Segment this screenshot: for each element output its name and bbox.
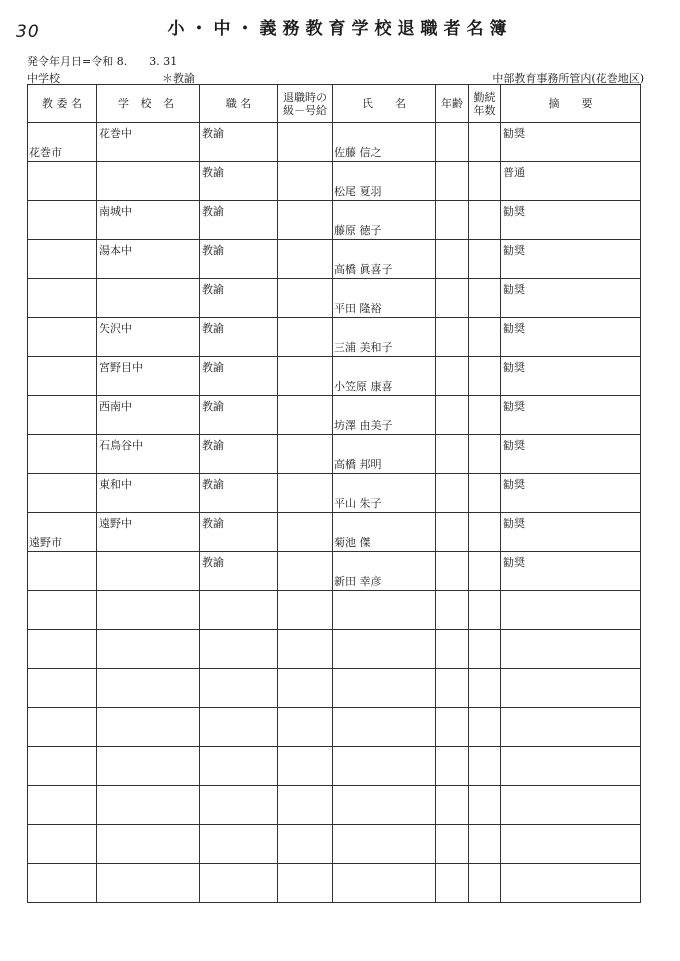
grade-cell bbox=[278, 318, 333, 357]
name-text: 松尾 夏羽 bbox=[334, 185, 382, 198]
school-cell bbox=[97, 318, 200, 357]
school-text bbox=[97, 747, 199, 749]
name-text: 藤原 徳子 bbox=[334, 224, 382, 237]
table-row bbox=[28, 786, 641, 825]
position-cell bbox=[200, 630, 278, 669]
age-cell bbox=[436, 669, 469, 708]
remarks-text bbox=[501, 825, 640, 827]
remarks-text bbox=[501, 708, 640, 710]
grade-cell bbox=[278, 279, 333, 318]
remarks-text bbox=[501, 747, 640, 749]
age-cell bbox=[436, 474, 469, 513]
remarks-cell bbox=[501, 201, 641, 240]
name-text: 平山 朱子 bbox=[334, 497, 382, 510]
board-cell bbox=[28, 318, 97, 357]
name-cell bbox=[333, 357, 436, 396]
header-years bbox=[469, 85, 501, 123]
years-cell bbox=[469, 708, 501, 747]
table-row bbox=[28, 708, 641, 747]
school-cell bbox=[97, 669, 200, 708]
school-cell bbox=[97, 786, 200, 825]
remarks-cell bbox=[501, 630, 641, 669]
name-cell bbox=[333, 396, 436, 435]
board-cell bbox=[28, 513, 97, 552]
name-cell bbox=[333, 669, 436, 708]
position-text: 教諭 bbox=[202, 166, 224, 179]
age-cell bbox=[436, 591, 469, 630]
remarks-cell bbox=[501, 786, 641, 825]
remarks-text: 勧奨 bbox=[503, 517, 525, 530]
position-cell bbox=[200, 123, 278, 162]
years-cell bbox=[469, 786, 501, 825]
board-cell bbox=[28, 123, 97, 162]
name-text: 坊澤 由美子 bbox=[334, 419, 393, 432]
grade-cell bbox=[278, 201, 333, 240]
name-cell bbox=[333, 630, 436, 669]
school-text bbox=[97, 708, 199, 710]
table-row bbox=[28, 513, 641, 552]
remarks-cell bbox=[501, 123, 641, 162]
years-cell bbox=[469, 552, 501, 591]
years-cell bbox=[469, 357, 501, 396]
school-text bbox=[97, 552, 199, 554]
position-cell bbox=[200, 864, 278, 903]
table-header-row bbox=[28, 85, 641, 123]
name-cell bbox=[333, 279, 436, 318]
school-cell bbox=[97, 708, 200, 747]
board-cell bbox=[28, 279, 97, 318]
remarks-text: 勧奨 bbox=[503, 322, 525, 335]
school-cell bbox=[97, 357, 200, 396]
board-cell bbox=[28, 864, 97, 903]
name-cell bbox=[333, 552, 436, 591]
name-cell bbox=[333, 864, 436, 903]
position-text bbox=[200, 630, 277, 632]
remarks-cell bbox=[501, 552, 641, 591]
remarks-cell bbox=[501, 162, 641, 201]
header-position: 職 名 bbox=[200, 85, 278, 123]
position-text: 教諭 bbox=[202, 244, 224, 257]
position-cell bbox=[200, 669, 278, 708]
position-cell bbox=[200, 474, 278, 513]
position-text bbox=[200, 786, 277, 788]
age-cell bbox=[436, 435, 469, 474]
age-cell bbox=[436, 630, 469, 669]
position-cell bbox=[200, 708, 278, 747]
school-text bbox=[97, 591, 199, 593]
name-text: 三浦 美和子 bbox=[334, 341, 393, 354]
position-text bbox=[200, 708, 277, 710]
grade-cell bbox=[278, 240, 333, 279]
remarks-text bbox=[501, 864, 640, 866]
position-text bbox=[200, 747, 277, 749]
position-text: 教諭 bbox=[202, 322, 224, 335]
position-cell bbox=[200, 825, 278, 864]
name-cell bbox=[333, 240, 436, 279]
school-text bbox=[97, 786, 199, 788]
remarks-text: 普通 bbox=[503, 166, 525, 179]
table-row bbox=[28, 357, 641, 396]
remarks-cell bbox=[501, 864, 641, 903]
remarks-cell bbox=[501, 708, 641, 747]
table-row bbox=[28, 630, 641, 669]
board-cell bbox=[28, 396, 97, 435]
age-cell bbox=[436, 318, 469, 357]
remarks-text: 勧奨 bbox=[503, 400, 525, 413]
name-cell bbox=[333, 435, 436, 474]
years-cell bbox=[469, 591, 501, 630]
name-cell bbox=[333, 513, 436, 552]
name-cell bbox=[333, 474, 436, 513]
years-cell bbox=[469, 864, 501, 903]
school-cell bbox=[97, 240, 200, 279]
remarks-cell bbox=[501, 318, 641, 357]
school-text: 石鳥谷中 bbox=[99, 439, 143, 452]
school-cell bbox=[97, 864, 200, 903]
position-text: 教諭 bbox=[202, 283, 224, 296]
school-text: 南城中 bbox=[99, 205, 132, 218]
remarks-cell bbox=[501, 435, 641, 474]
position-filter: ＊教諭 bbox=[162, 72, 195, 85]
position-text bbox=[200, 825, 277, 827]
school-cell bbox=[97, 513, 200, 552]
years-cell bbox=[469, 123, 501, 162]
table-row bbox=[28, 318, 641, 357]
school-text: 遠野中 bbox=[99, 517, 132, 530]
position-cell bbox=[200, 552, 278, 591]
header-years-line2: 年数 bbox=[473, 103, 496, 117]
grade-cell bbox=[278, 435, 333, 474]
name-text: 小笠原 康喜 bbox=[334, 380, 393, 393]
remarks-text bbox=[501, 630, 640, 632]
school-text: 矢沢中 bbox=[99, 322, 132, 335]
age-cell bbox=[436, 708, 469, 747]
remarks-text: 勧奨 bbox=[503, 361, 525, 374]
table-row bbox=[28, 435, 641, 474]
age-cell bbox=[436, 123, 469, 162]
school-text: 西南中 bbox=[99, 400, 132, 413]
age-cell bbox=[436, 396, 469, 435]
school-text bbox=[97, 669, 199, 671]
grade-cell bbox=[278, 513, 333, 552]
header-grade-line2: 級－号給 bbox=[283, 103, 327, 117]
grade-cell bbox=[278, 864, 333, 903]
header-years-line1: 勤続 bbox=[473, 90, 496, 104]
age-cell bbox=[436, 747, 469, 786]
position-cell bbox=[200, 357, 278, 396]
position-text bbox=[200, 864, 277, 866]
remarks-text: 勧奨 bbox=[503, 556, 525, 569]
grade-cell bbox=[278, 357, 333, 396]
board-cell bbox=[28, 357, 97, 396]
school-text: 湯本中 bbox=[99, 244, 132, 257]
header-remarks: 摘 要 bbox=[501, 85, 641, 123]
years-cell bbox=[469, 669, 501, 708]
table-row bbox=[28, 591, 641, 630]
school-text: 花巻中 bbox=[99, 127, 132, 140]
name-cell bbox=[333, 825, 436, 864]
school-cell bbox=[97, 747, 200, 786]
table-row bbox=[28, 825, 641, 864]
remarks-cell bbox=[501, 474, 641, 513]
position-text: 教諭 bbox=[202, 205, 224, 218]
school-cell bbox=[97, 552, 200, 591]
position-text: 教諭 bbox=[202, 556, 224, 569]
board-cell bbox=[28, 435, 97, 474]
grade-cell bbox=[278, 669, 333, 708]
header-school: 学 校 名 bbox=[97, 85, 200, 123]
school-text bbox=[97, 279, 199, 281]
grade-cell bbox=[278, 552, 333, 591]
grade-cell bbox=[278, 123, 333, 162]
grade-cell bbox=[278, 786, 333, 825]
office-name: 中部教育事務所管内(花巻地区) bbox=[492, 72, 644, 85]
years-cell bbox=[469, 435, 501, 474]
grade-cell bbox=[278, 162, 333, 201]
age-cell bbox=[436, 513, 469, 552]
position-cell bbox=[200, 201, 278, 240]
position-cell bbox=[200, 318, 278, 357]
age-cell bbox=[436, 786, 469, 825]
grade-cell bbox=[278, 591, 333, 630]
board-cell bbox=[28, 162, 97, 201]
remarks-text bbox=[501, 591, 640, 593]
remarks-text: 勧奨 bbox=[503, 127, 525, 140]
years-cell bbox=[469, 630, 501, 669]
school-cell bbox=[97, 435, 200, 474]
board-cell bbox=[28, 825, 97, 864]
grade-cell bbox=[278, 630, 333, 669]
years-cell bbox=[469, 474, 501, 513]
position-cell bbox=[200, 162, 278, 201]
remarks-text: 勧奨 bbox=[503, 244, 525, 257]
position-cell bbox=[200, 747, 278, 786]
remarks-cell bbox=[501, 669, 641, 708]
name-cell bbox=[333, 747, 436, 786]
school-text bbox=[97, 825, 199, 827]
years-cell bbox=[469, 513, 501, 552]
position-text: 教諭 bbox=[202, 400, 224, 413]
board-cell bbox=[28, 669, 97, 708]
remarks-text: 勧奨 bbox=[503, 439, 525, 452]
years-cell bbox=[469, 201, 501, 240]
position-cell bbox=[200, 513, 278, 552]
school-cell bbox=[97, 396, 200, 435]
position-cell bbox=[200, 396, 278, 435]
school-text: 宮野目中 bbox=[99, 361, 143, 374]
remarks-text bbox=[501, 669, 640, 671]
position-cell bbox=[200, 279, 278, 318]
remarks-cell bbox=[501, 357, 641, 396]
grade-cell bbox=[278, 474, 333, 513]
school-text: 東和中 bbox=[99, 478, 132, 491]
position-text bbox=[200, 591, 277, 593]
name-cell bbox=[333, 318, 436, 357]
table-row bbox=[28, 201, 641, 240]
grade-cell bbox=[278, 708, 333, 747]
name-text: 平田 隆裕 bbox=[334, 302, 382, 315]
age-cell bbox=[436, 864, 469, 903]
age-cell bbox=[436, 825, 469, 864]
age-cell bbox=[436, 357, 469, 396]
name-cell bbox=[333, 591, 436, 630]
name-cell bbox=[333, 162, 436, 201]
school-text bbox=[97, 630, 199, 632]
name-text: 佐藤 信之 bbox=[334, 146, 382, 159]
grade-cell bbox=[278, 747, 333, 786]
header-name: 氏 名 bbox=[333, 85, 436, 123]
school-cell bbox=[97, 162, 200, 201]
table-row bbox=[28, 747, 641, 786]
years-cell bbox=[469, 747, 501, 786]
header-age: 年齢 bbox=[436, 85, 469, 123]
header-grade bbox=[278, 85, 333, 123]
remarks-text: 勧奨 bbox=[503, 283, 525, 296]
position-cell bbox=[200, 435, 278, 474]
retiree-table bbox=[27, 84, 641, 903]
school-text bbox=[97, 864, 199, 866]
remarks-text bbox=[501, 786, 640, 788]
school-cell bbox=[97, 630, 200, 669]
position-cell bbox=[200, 786, 278, 825]
school-cell bbox=[97, 279, 200, 318]
age-cell bbox=[436, 552, 469, 591]
remarks-cell bbox=[501, 240, 641, 279]
position-text: 教諭 bbox=[202, 517, 224, 530]
name-text: 新田 幸彦 bbox=[334, 575, 382, 588]
years-cell bbox=[469, 240, 501, 279]
grade-cell bbox=[278, 396, 333, 435]
board-cell bbox=[28, 786, 97, 825]
position-cell bbox=[200, 591, 278, 630]
name-text: 高橋 眞喜子 bbox=[334, 263, 393, 276]
board-cell bbox=[28, 708, 97, 747]
table-row bbox=[28, 669, 641, 708]
table-row bbox=[28, 240, 641, 279]
table-row bbox=[28, 123, 641, 162]
school-cell bbox=[97, 591, 200, 630]
remarks-cell bbox=[501, 747, 641, 786]
age-cell bbox=[436, 162, 469, 201]
board-cell bbox=[28, 747, 97, 786]
table-row bbox=[28, 864, 641, 903]
board-cell bbox=[28, 591, 97, 630]
name-cell bbox=[333, 786, 436, 825]
name-cell bbox=[333, 201, 436, 240]
remarks-cell bbox=[501, 513, 641, 552]
years-cell bbox=[469, 396, 501, 435]
years-cell bbox=[469, 825, 501, 864]
table-row bbox=[28, 396, 641, 435]
position-text bbox=[200, 669, 277, 671]
remarks-text: 勧奨 bbox=[503, 205, 525, 218]
age-cell bbox=[436, 201, 469, 240]
table-row bbox=[28, 474, 641, 513]
years-cell bbox=[469, 162, 501, 201]
school-cell bbox=[97, 474, 200, 513]
board-cell bbox=[28, 552, 97, 591]
name-text: 菊池 傑 bbox=[334, 536, 371, 549]
board-cell bbox=[28, 630, 97, 669]
position-text: 教諭 bbox=[202, 439, 224, 452]
table-row bbox=[28, 552, 641, 591]
grade-cell bbox=[278, 825, 333, 864]
position-text: 教諭 bbox=[202, 127, 224, 140]
name-text: 高橋 邦明 bbox=[334, 458, 382, 471]
school-cell bbox=[97, 201, 200, 240]
name-cell bbox=[333, 708, 436, 747]
header-grade-line1: 退職時の bbox=[283, 90, 327, 104]
board-cell bbox=[28, 201, 97, 240]
years-cell bbox=[469, 318, 501, 357]
header-board: 教 委 名 bbox=[28, 85, 97, 123]
age-cell bbox=[436, 279, 469, 318]
issue-date: 発令年月日=令和 8. 3. 31 bbox=[27, 55, 178, 68]
position-text: 教諭 bbox=[202, 478, 224, 491]
position-cell bbox=[200, 240, 278, 279]
years-cell bbox=[469, 279, 501, 318]
remarks-cell bbox=[501, 279, 641, 318]
school-cell bbox=[97, 123, 200, 162]
school-cell bbox=[97, 825, 200, 864]
name-cell bbox=[333, 123, 436, 162]
remarks-cell bbox=[501, 825, 641, 864]
document-title: 小・中・義務教育学校退職者名簿 bbox=[167, 19, 513, 39]
school-type: 中学校 bbox=[27, 72, 60, 85]
table-row bbox=[28, 279, 641, 318]
age-cell bbox=[436, 240, 469, 279]
board-cell bbox=[28, 240, 97, 279]
page-number: 30 bbox=[16, 22, 40, 42]
remarks-cell bbox=[501, 396, 641, 435]
board-text: 遠野市 bbox=[29, 536, 62, 549]
board-cell bbox=[28, 474, 97, 513]
school-text bbox=[97, 162, 199, 164]
remarks-text: 勧奨 bbox=[503, 478, 525, 491]
remarks-cell bbox=[501, 591, 641, 630]
table-row bbox=[28, 162, 641, 201]
position-text: 教諭 bbox=[202, 361, 224, 374]
board-text: 花巻市 bbox=[29, 146, 62, 159]
